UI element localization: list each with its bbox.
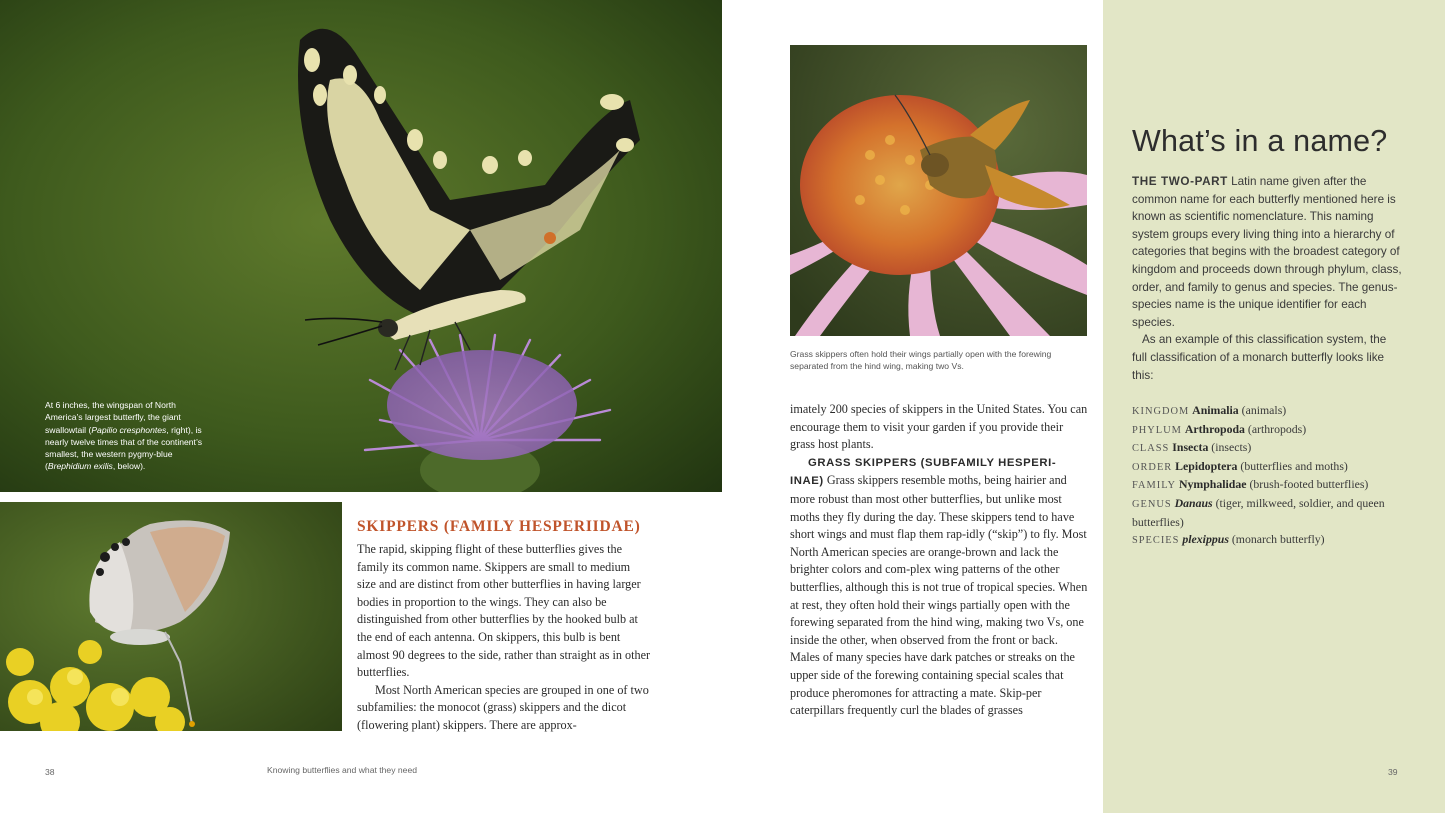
paragraph: The rapid, skipping flight of these butterflies gives the family its common name. Skippers are small to medium size and are distinct from other butterflies in having larger bodies in proportion to the wings. They can also be distinguished from other butterflies by the hooked bulb at the end of each antenna. On skippers, this bulb is bent almost 90 degrees to the side, rather than straight as in other butterflies. (357, 542, 651, 680)
paragraph: THE TWO-PART Latin name given after the common name for each butterfly mentioned here is known as scientific nomenclature. This naming system groups every living thing into a hierarchy of categories that begins with the broadest category of kingdom and proceeds down through phylum, class, order, and family to genus and species. The genus-species name is the unique identifier for each species. (1132, 175, 1402, 329)
section-heading-skippers: SKIPPERS (FAMILY HESPERIIDAE) (357, 518, 641, 535)
body-column-2 (790, 401, 1088, 720)
page-number-left: 38 (45, 767, 55, 777)
grass-skipper-photo (790, 45, 1087, 336)
sidebar-title: What’s in a name? (1132, 124, 1388, 158)
sidebar-body (1132, 173, 1402, 384)
classification-item: ORDER Lepidoptera (butterflies and moths) (1132, 458, 1348, 473)
paragraph: Most North American species are grouped in one of two subfamilies: the monocot (grass) skippers and the dicot (flowering plant) skippers. There are approx- (357, 682, 649, 732)
paragraph: imately 200 species of skippers in the United States. You can encourage them to visit your garden if you provide their grass host plants. (790, 402, 1088, 452)
skipper-caption: Grass skippers often hold their wings partially open with the forewing separated from the hind wing, making two Vs. (790, 349, 1052, 372)
classification-item: GENUS Danaus (tiger, milkweed, soldier, and queen butterflies) (1132, 495, 1385, 529)
paragraph: GRASS SKIPPERS (SUBFAMILY HESPERI-INAE) Grass skippers resemble moths, being hairier and more robust than most other butterflies, but unlike most moths they fly during the day. These skippers tend to have short wings and must flap them rap-idly (“skip”) to fly. Most North American species are orange-brown and lack the brighter colors and com-plex wing patterns of the other butterflies, although this is not true of tropical species. When at rest, they often hold their wings partially open with the forewing separated from the hind wing, making two Vs, one inside the other, when observed from the front or back. Males of many species have dark patches or streaks on the upper side of the forewing containing special scales that produce pheromones for attracting a mate. Skip-per caterpillars frequently curl the blades of grasses (790, 456, 1088, 718)
page-number-right: 39 (1388, 767, 1398, 777)
swallowtail-caption: At 6 inches, the wingspan of North America’s largest butterfly, the giant swallowtail (Papilio cresphontes, right), is nearly twelve times that of the continent’s smallest, the western pygmy-blue (Brephidium exilis, below). (45, 400, 202, 472)
classification-item: KINGDOM Animalia (animals) (1132, 403, 1287, 417)
pygmy-blue-photo (0, 502, 342, 731)
classification-item: PHYLUM Arthropoda (arthropods) (1132, 421, 1307, 436)
classification-list (1132, 402, 1422, 550)
running-head: Knowing butterflies and what they need (267, 765, 418, 775)
classification-item: CLASS Insecta (insects) (1132, 440, 1252, 455)
paragraph: As an example of this classification system, the full classification of a monarch butterfly looks like this: (1132, 333, 1387, 382)
body-column-1 (357, 541, 652, 735)
subsection-heading-grass-skippers: GRASS SKIPPERS (SUBFAMILY HESPERI-INAE) (790, 456, 1057, 488)
lead-in: THE TWO-PART (1132, 175, 1228, 188)
classification-item: SPECIES plexippus (monarch butterfly) (1132, 532, 1325, 547)
classification-item: FAMILY Nymphalidae (brush-footed butterflies) (1132, 477, 1369, 492)
